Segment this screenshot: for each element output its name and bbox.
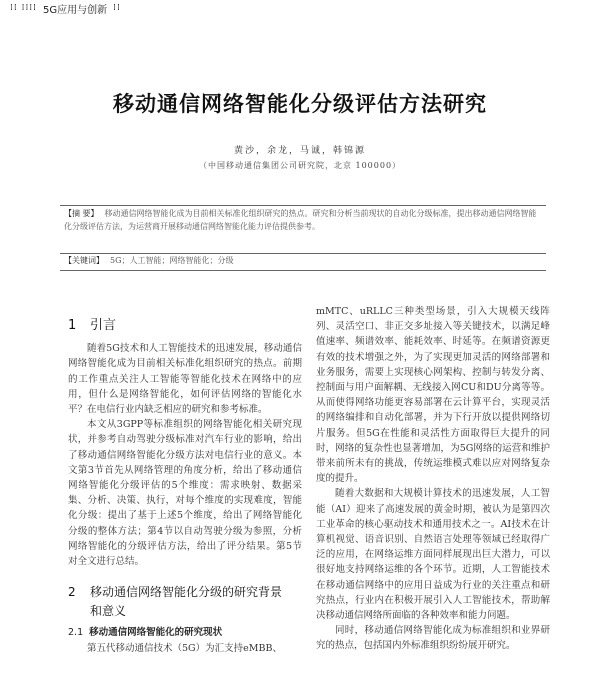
- section-1-number: 1: [68, 318, 77, 333]
- intro-paragraph-1: 随着5G技术和人工智能技术的迅速发展，移动通信网络智能化成为目前相关标准化组织研究的热点。前期的工作重点关注人工智能等智能化技术在网络中的应用，但什么是网络智能化，如何评估网络的智能化水平？在电信行业内缺乏相应的研究和参考标准。: [68, 343, 302, 416]
- divider-bottom: [60, 270, 546, 271]
- section-2-1-heading: [68, 625, 302, 640]
- right-paragraph-2: 随着大数据和大规模计算技术的迅速发展，人工智能（AI）迎来了高速发展的黄金时期，被认为是第四次工业革命的核心驱动技术和通用技术之一。AI技术在计算机视觉、语音识别、自然语言处理等领域已经取得广泛的应用，在网络运维方面同样展现出巨大潜力，可以很好地支持网络运维的各个环节。近期，人工智能技术在移动通信网络中的应用日益成为行业的关注重点和研究热点，行业内在积极开展引入人工智能技术，帮助解决移动通信网络所面临的各种效率和能力问题。: [316, 488, 550, 622]
- keywords-text: 5G；人工智能；网络智能化；分级: [110, 256, 234, 265]
- section-2-1-paragraph: 第五代移动通信技术（5G）为汇支持eMBB、: [87, 643, 282, 655]
- right-paragraph-3: 同时，移动通信网络智能化成为标准组织和业界研究的热点，包括国内外标准组织纷纷展开研究。: [316, 625, 550, 652]
- journal-header: [0, 0, 600, 16]
- section-1-title: 引言: [90, 318, 117, 333]
- right-paragraph-1: mMTC、uRLLC三种类型场景，引入大规模天线阵列、灵活空口、非正交多址接入等关键技术，以满足峰值速率、频谱效率、能耗效率、时延等。在频谱资源更有效的技术增强之外，为了实现更加灵活的网络部署和业务服务，需要上实现核心网架构、控制与转发分离、控制面与用户面解耦、无线接入网CU和DU分离等等。从而使得网络功能更容易部署在云计算平台，实现灵活的网络编排和自动化部署，并为下行开放以提供网络切片服务。但5G在性能和灵活性方面取得巨大提升的同时，网络的复杂性也显著增加，为5G网络的运营和维护带来前所未有的挑战，传统运维模式难以应对网络复杂度的提升。: [316, 306, 550, 485]
- section-2-1-number: 2.1: [68, 627, 84, 639]
- keywords-block: [64, 255, 544, 268]
- section-1-heading: [68, 318, 302, 333]
- divider-mid: [60, 253, 546, 254]
- journal-section-label: 5G应用与创新: [43, 4, 108, 16]
- section-2-1-title: 移动通信网络智能化的研究现状: [89, 627, 223, 639]
- paper-title: 移动通信网络智能化分级评估方法研究: [113, 92, 487, 116]
- paper-authors: 黄沙，余龙，马诚，韩锦源: [233, 146, 366, 156]
- paper-affiliation: （中国移动通信集团公司研究院，北京 100000）: [198, 161, 402, 170]
- section-2-number: 2: [68, 585, 76, 600]
- left-column: [68, 318, 302, 657]
- divider-top: [60, 205, 546, 206]
- section-2-title-line2: 和意义: [90, 604, 127, 619]
- abstract-block: [64, 208, 544, 233]
- abstract-label: 【摘 要】: [64, 209, 99, 218]
- keywords-label: 【关键词】: [64, 256, 104, 265]
- section-2-heading: [68, 583, 302, 621]
- header-decoration-left: ⁞⁞ ⁞⁞⁞⁞: [10, 3, 38, 13]
- intro-paragraph-2: 本文从3GPP等标准组织的网络智能化相关研究现状，并参考自动驾驶分级标准对汽车行业的影响，给出了移动通信网络智能化分级方法对电信行业的意义。本文第3节首先从网络管理的角度分析，给出了移动通信网络智能化分级评估的5个维度：需求映射、数据采集、分析、决策、执行，对每个维度的实现难度，智能化分级：提出了基于上述5个维度，给出了网络智能化分级的整体方法；第4节以自动驾驶分级为参照，分析网络智能化的分级评估方法，给出了评分结果。第5节对全文进行总结。: [68, 419, 302, 568]
- right-column: [316, 304, 550, 654]
- abstract-text: 移动通信网络智能化成为目前相关标准化组织研究的热点。研究和分析当前现状的自动化分级标准，提出移动通信网络智能化分级评估方法，为运营商开展移动通信网络智能化能力评估提供参考。: [64, 209, 537, 231]
- section-2-title-line1: 移动通信网络智能化分级的研究背景: [90, 585, 283, 600]
- header-decoration-right: ⁞⁞: [113, 3, 121, 13]
